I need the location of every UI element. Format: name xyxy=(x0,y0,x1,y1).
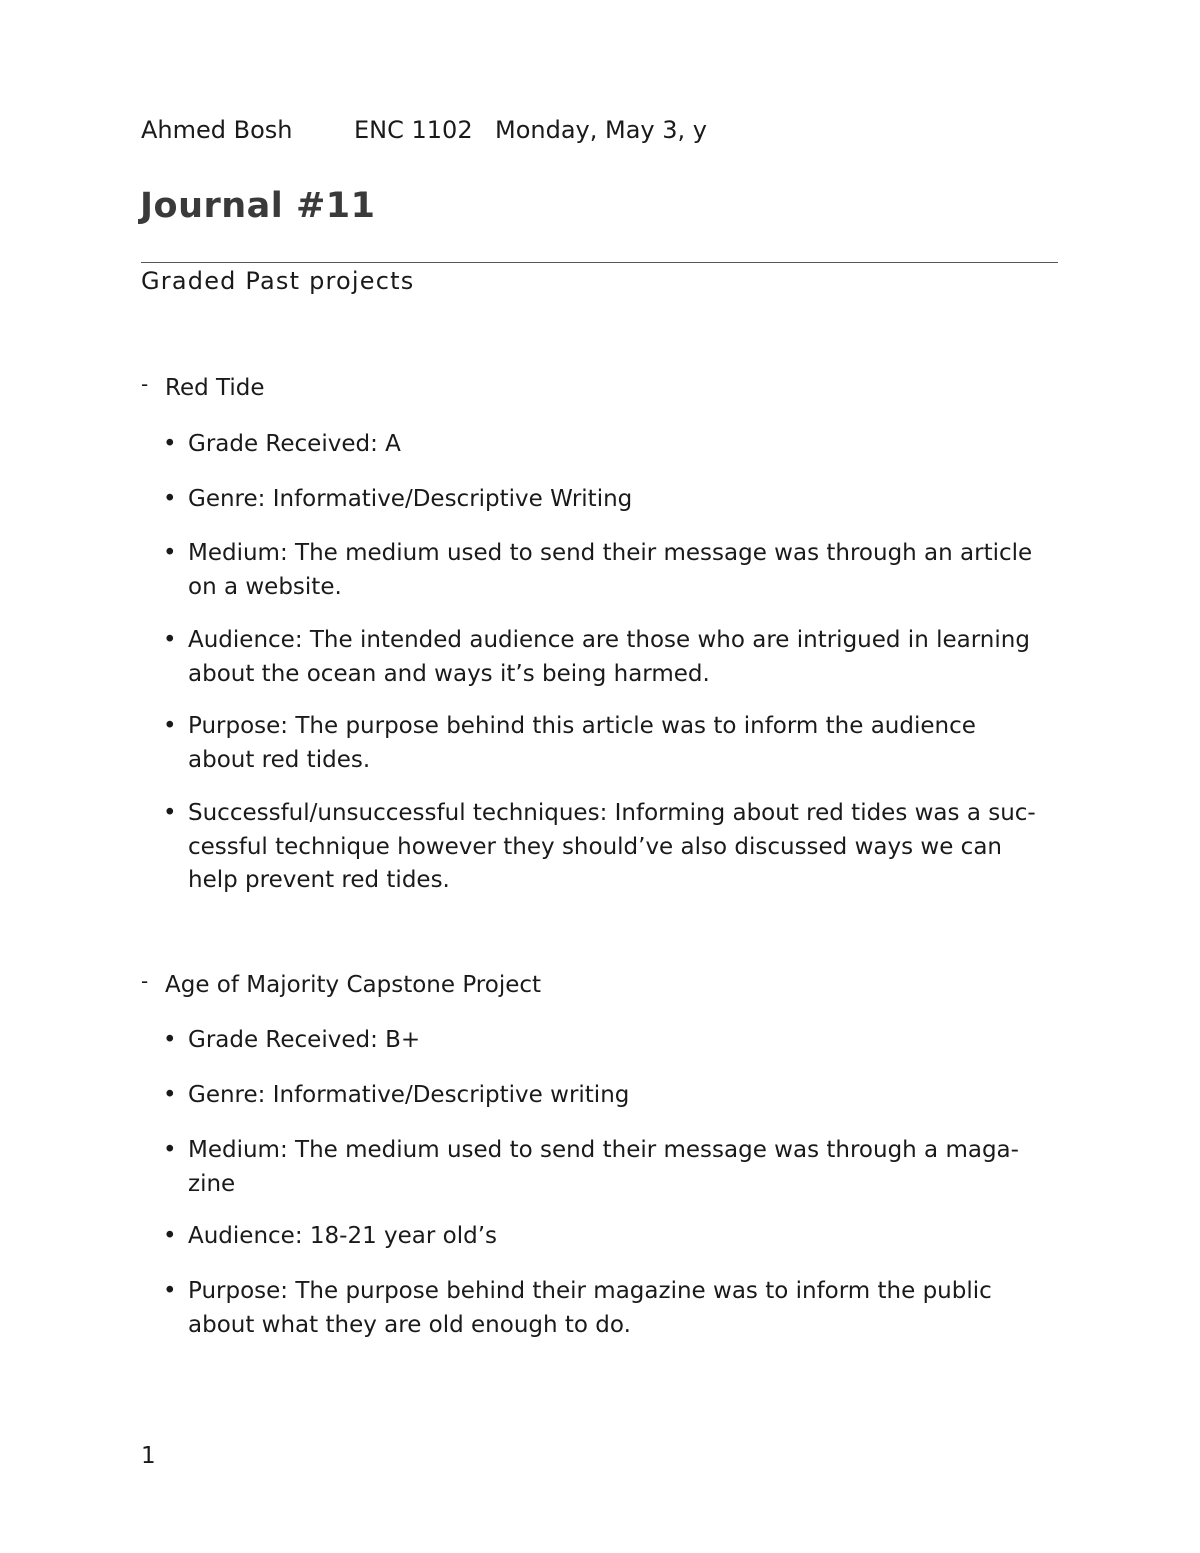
bullet-marker: • xyxy=(163,1027,177,1053)
list-item-text xyxy=(188,1079,1063,1113)
list-item-text xyxy=(188,1024,1063,1058)
bullet-marker: • xyxy=(163,713,177,739)
bullet-marker: • xyxy=(163,1278,177,1304)
list-item-text xyxy=(188,797,1063,898)
text-line: Successful/unsuccessful techniques: Informing about red tides was a suc- xyxy=(188,800,1036,826)
text-line: about what they are old enough to do. xyxy=(188,1311,631,1338)
list-item-text xyxy=(188,624,1063,691)
bullet-marker: • xyxy=(163,431,177,457)
text-line: about red tides. xyxy=(188,746,371,773)
list-item-text xyxy=(188,537,1063,604)
text-line: help prevent red tides. xyxy=(188,867,450,893)
text-line: Purpose: The purpose behind this article was to inform the audience xyxy=(188,713,976,739)
text-line: Grade Received: A xyxy=(188,431,401,457)
text-line: about the ocean and ways it’s being harmed. xyxy=(188,660,710,687)
page-number: 1 xyxy=(141,1443,156,1469)
text-line: on a website. xyxy=(188,573,342,600)
section-heading-label: Age of Majority Capstone Project xyxy=(165,972,542,998)
text-line: Medium: The medium used to send their message was through an article xyxy=(188,540,1033,566)
bullet-marker: • xyxy=(163,1137,177,1163)
course-code: ENC 1102 xyxy=(354,116,473,144)
list-item-text xyxy=(188,428,1063,462)
bullet-marker: • xyxy=(163,540,177,566)
date: Monday, May 3, y xyxy=(495,116,707,144)
bullet-marker: • xyxy=(163,800,177,826)
text-line: Audience: The intended audience are those who are intrigued in learning xyxy=(188,627,1030,653)
bullet-marker: • xyxy=(163,1223,177,1249)
bullet-marker: • xyxy=(163,627,177,653)
list-item-text xyxy=(188,483,1063,517)
text-line: cessful technique however they should’ve also discussed ways we can xyxy=(188,833,1002,860)
page-subtitle: Graded Past projects xyxy=(141,267,415,295)
text-line: zine xyxy=(188,1170,236,1197)
author-name: Ahmed Bosh xyxy=(141,116,293,144)
dash-marker: - xyxy=(141,372,149,396)
list-item-text xyxy=(188,1220,1063,1254)
text-line: Audience: 18-21 year old’s xyxy=(188,1223,498,1249)
list-item-text xyxy=(188,1275,1063,1342)
text-line: Grade Received: B+ xyxy=(188,1027,421,1053)
page-title: Journal #11 xyxy=(140,186,376,226)
list-item-text xyxy=(188,710,1063,777)
title-divider xyxy=(141,262,1058,263)
text-line: Genre: Informative/Descriptive Writing xyxy=(188,486,633,512)
text-line: Purpose: The purpose behind their magazine was to inform the public xyxy=(188,1278,992,1304)
list-item-text xyxy=(188,1134,1063,1201)
dash-marker: - xyxy=(141,969,149,993)
text-line: Medium: The medium used to send their message was through a maga- xyxy=(188,1137,1019,1163)
bullet-marker: • xyxy=(163,1082,177,1108)
section-heading-label: Red Tide xyxy=(165,375,265,401)
bullet-marker: • xyxy=(163,486,177,512)
text-line: Genre: Informative/Descriptive writing xyxy=(188,1082,630,1108)
